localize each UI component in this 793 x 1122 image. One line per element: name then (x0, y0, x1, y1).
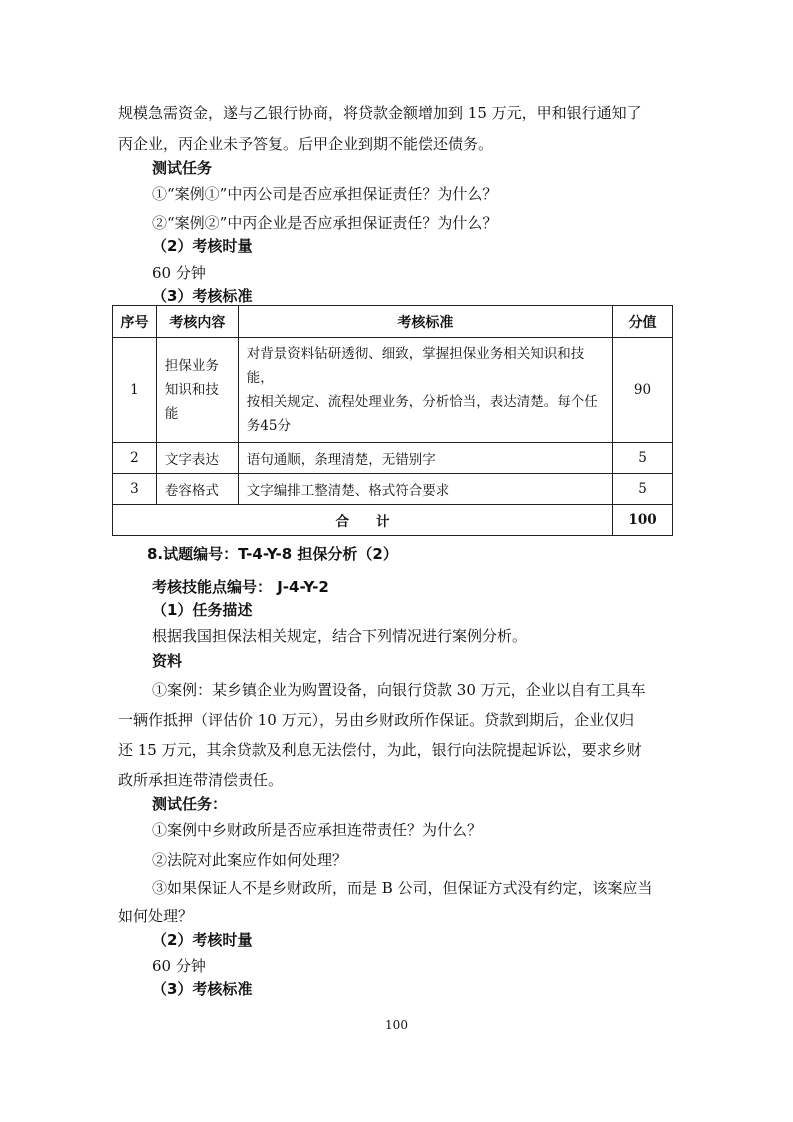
task-desc-heading: （1）任务描述 (152, 601, 253, 619)
table-header-row (113, 306, 673, 338)
table-row (113, 338, 673, 443)
question-title: 8.试题编号：T-4-Y-8 担保分析（2） (147, 545, 398, 563)
time-value: 60 分钟 (152, 264, 206, 282)
header-no: 序号 (113, 306, 157, 338)
row-no: 1 (113, 338, 157, 443)
row-standard-line: 按相关规定、流程处理业务，分析恰当，表达清楚。每个任 (246, 394, 598, 410)
row-standard (238, 338, 612, 443)
row-no: 3 (113, 474, 157, 505)
intro-line-2: 丙企业，丙企业未予答复。后甲企业到期不能偿还债务。 (118, 135, 494, 153)
standard-heading: （3）考核标准 (152, 287, 253, 305)
test-question-1: ①“案例①”中丙公司是否应承担保证责任？为什么？ (152, 185, 498, 203)
row-standard: 文字编排工整清楚、格式符合要求 (238, 474, 612, 505)
header-standard: 考核标准 (238, 306, 612, 338)
row-content-line: 能 (164, 406, 179, 422)
standard-heading: （3）考核标准 (152, 980, 253, 998)
row-content: 文字表达 (156, 443, 238, 474)
test-question: 如何处理？ (118, 907, 194, 925)
test-task-heading: 测试任务： (152, 795, 228, 813)
material-heading: 资料 (152, 652, 183, 670)
case-line: 还 15 万元，其余贷款及利息无法偿付，为此，银行向法院提起诉讼，要求乡财 (118, 741, 642, 759)
table-total-row (113, 505, 673, 536)
table-row (113, 474, 673, 505)
test-question: ①案例中乡财政所是否应承担连带责任？为什么？ (152, 821, 483, 839)
row-score: 5 (613, 443, 673, 474)
skill-code: 考核技能点编号： J-4-Y-2 (152, 578, 329, 596)
time-value: 60 分钟 (152, 957, 206, 975)
row-content-line: 知识和技 (164, 382, 219, 398)
time-heading: （2）考核时量 (152, 931, 253, 949)
assessment-table (112, 305, 673, 536)
total-label: 合 计 (113, 505, 613, 536)
row-content: 卷容格式 (156, 474, 238, 505)
row-score: 5 (613, 474, 673, 505)
case-line: 一辆作抵押（评估价 10 万元），另由乡财政所作保证。贷款到期后，企业仅归 (118, 711, 635, 729)
header-score: 分值 (613, 306, 673, 338)
row-standard-line: 对背景资料钻研透彻、细致，掌握担保业务相关知识和技能， (246, 346, 585, 386)
task-desc: 根据我国担保法相关规定，结合下列情况进行案例分析。 (152, 627, 528, 645)
row-score: 90 (613, 338, 673, 443)
row-content (156, 338, 238, 443)
test-question: ③如果保证人不是乡财政所，而是 B 公司，但保证方式没有约定，该案应当 (152, 879, 653, 897)
test-task-heading: 测试任务 (152, 159, 213, 177)
row-content-line: 担保业务 (164, 358, 219, 374)
test-question-2: ②“案例②”中丙企业是否应承担保证责任？为什么？ (152, 214, 498, 232)
case-line: 政所承担连带清偿责任。 (118, 771, 284, 789)
table-row (113, 443, 673, 474)
row-standard: 语句通顺，条理清楚，无错别字 (238, 443, 612, 474)
intro-line-1: 规模急需资金，遂与乙银行协商，将贷款金额增加到 15 万元，甲和银行通知了 (118, 104, 642, 122)
test-question: ②法院对此案应作如何处理？ (152, 851, 348, 869)
page-number: 100 (385, 1018, 408, 1032)
row-no: 2 (113, 443, 157, 474)
header-content: 考核内容 (156, 306, 238, 338)
total-score: 100 (613, 505, 673, 536)
row-standard-line: 务45分 (246, 418, 291, 434)
case-line: ①案例：某乡镇企业为购置设备，向银行贷款 30 万元，企业以自有工具车 (152, 681, 646, 699)
time-heading: （2）考核时量 (152, 237, 253, 255)
